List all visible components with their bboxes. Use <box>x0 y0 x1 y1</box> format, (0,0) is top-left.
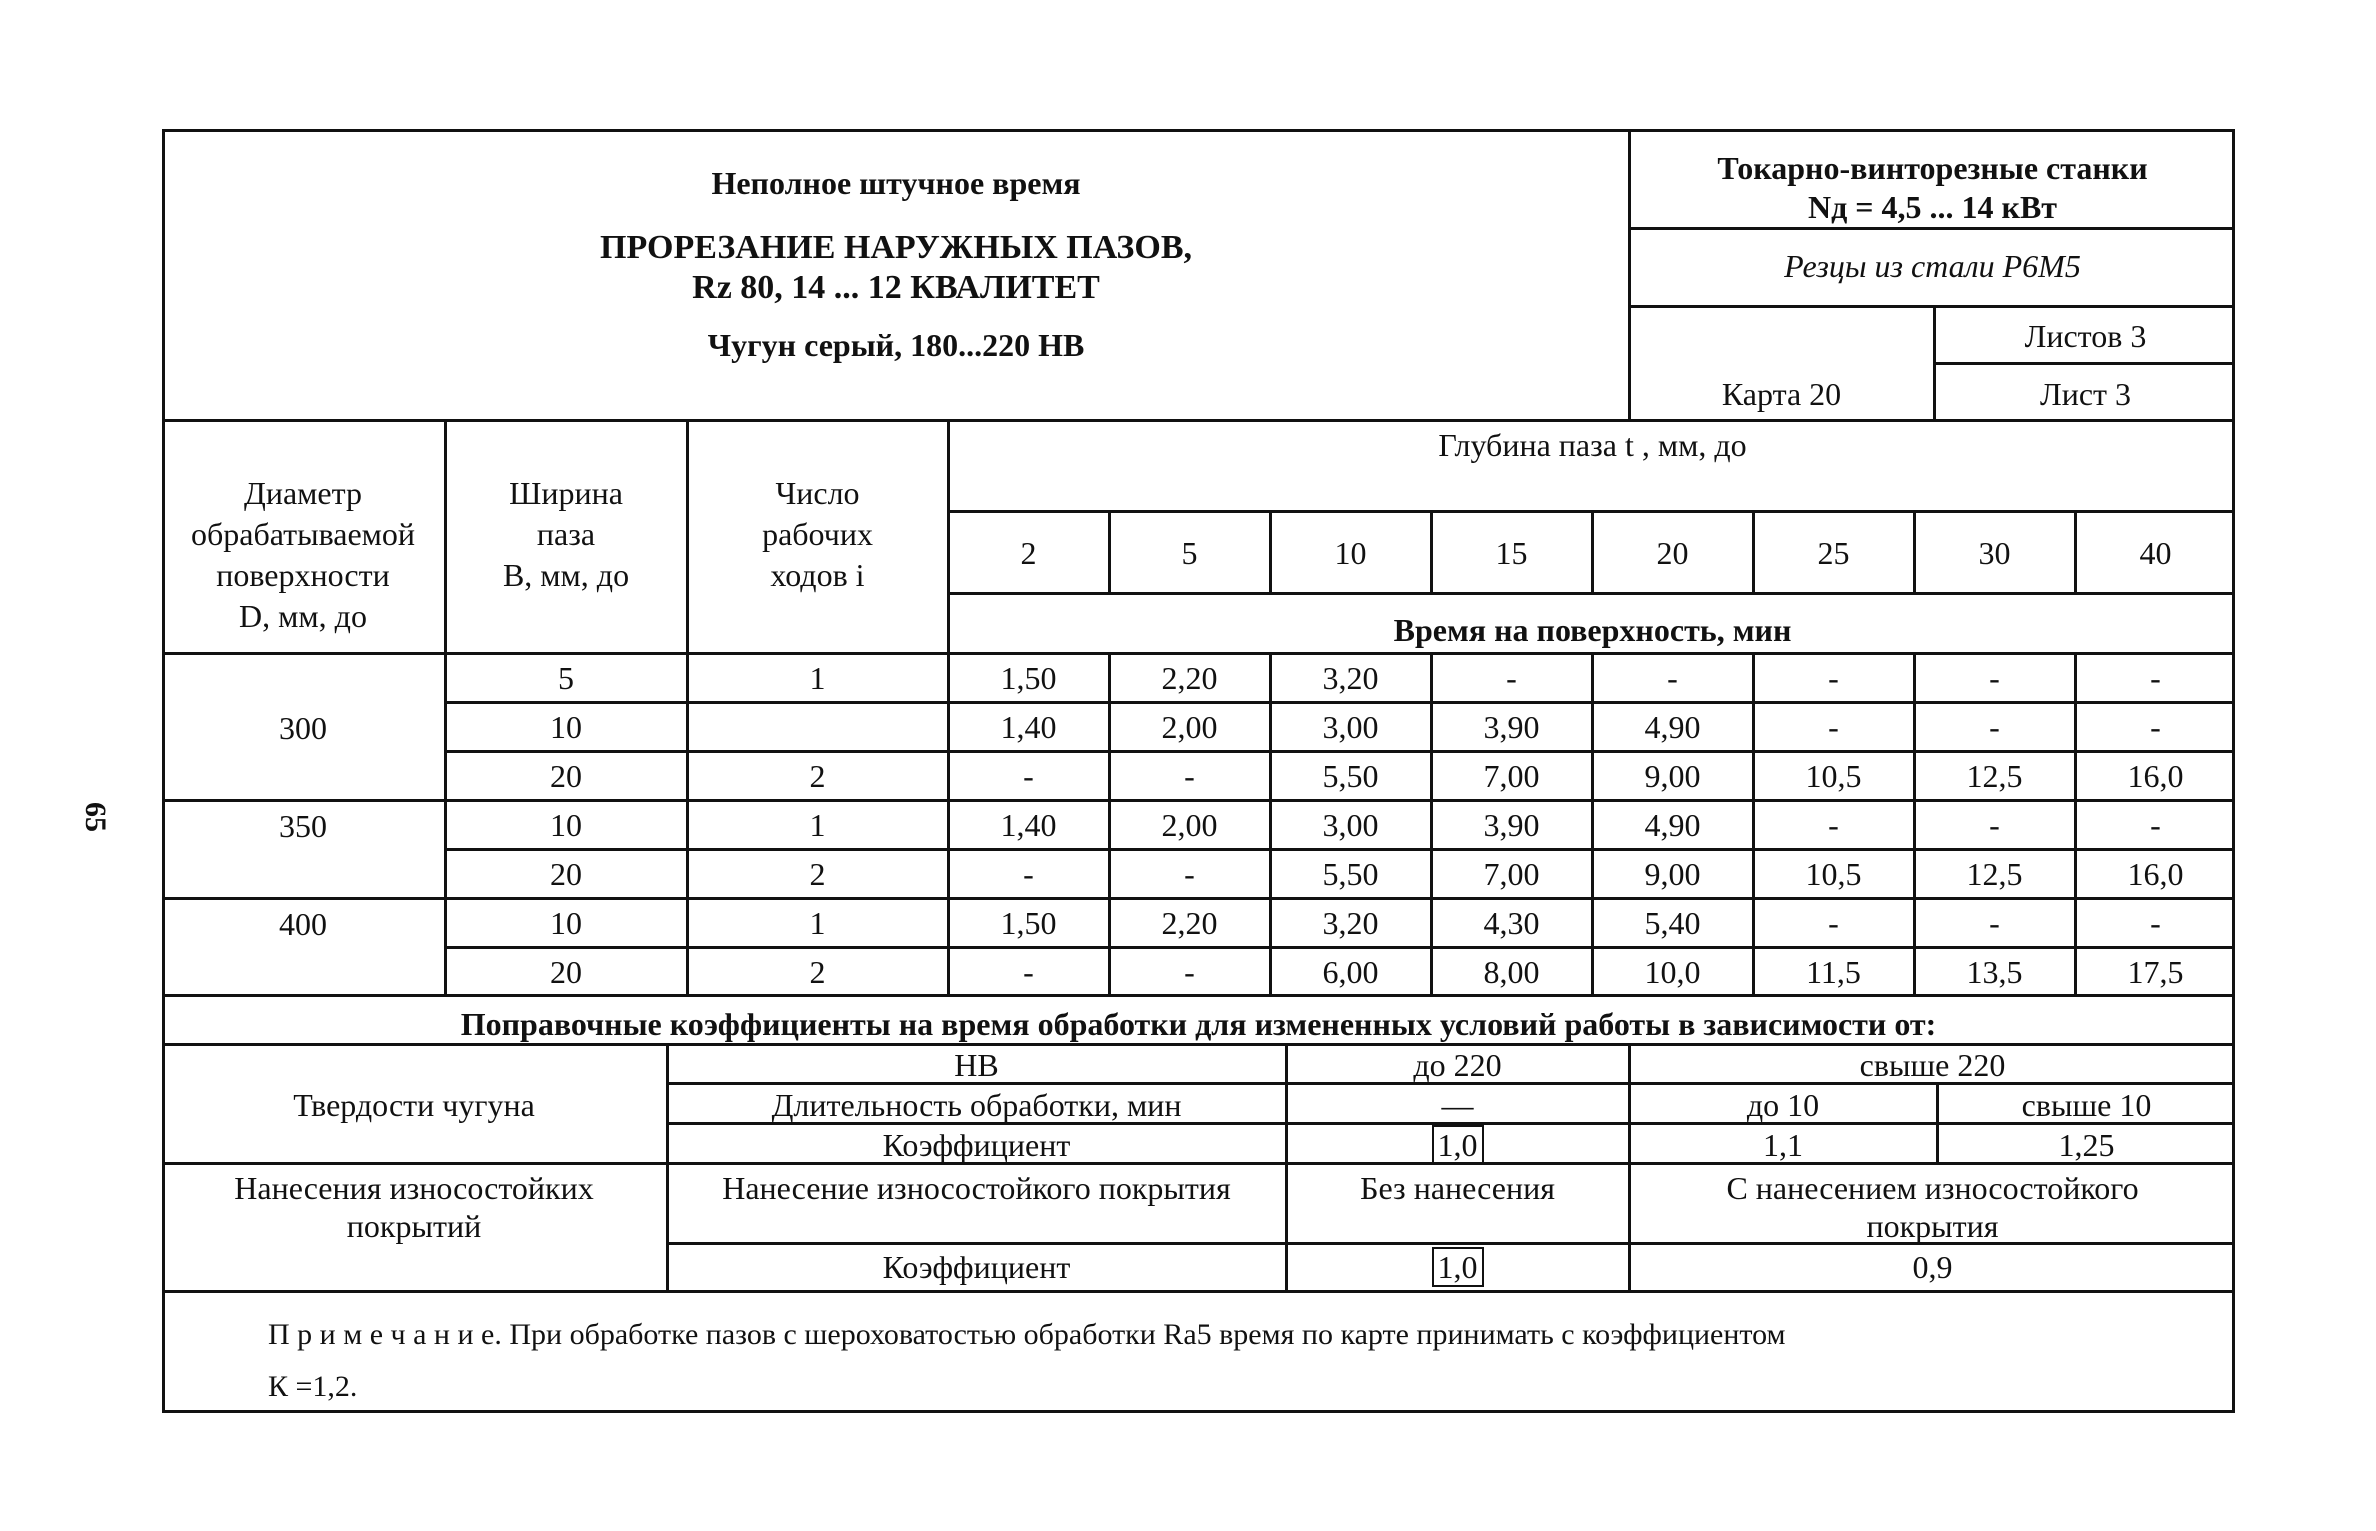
time-value: - <box>1184 954 1195 990</box>
rule <box>162 994 2235 997</box>
depth-col-rule <box>1269 510 1272 595</box>
tools-label: Резцы из стали Р6М5 <box>1784 248 2081 284</box>
row-rule <box>444 946 2235 949</box>
time-value: - <box>1023 856 1034 892</box>
diameter-350: 350 <box>279 808 327 844</box>
time-value: 16,0 <box>2127 856 2184 892</box>
time-value: - <box>2150 905 2161 941</box>
row-width: 10 <box>550 905 582 941</box>
row-rule <box>444 848 2235 851</box>
time-value: - <box>2150 807 2161 843</box>
col-width-l3: B, мм, до <box>502 557 630 593</box>
depth-value: 15 <box>1495 535 1528 571</box>
rule <box>1628 305 2235 308</box>
header-title-line1: ПРОРЕЗАНИЕ НАРУЖНЫХ ПАЗОВ, <box>600 229 1192 266</box>
row-width: 10 <box>550 709 582 745</box>
time-value: 3,00 <box>1322 709 1379 745</box>
depth-value: 5 <box>1181 535 1198 571</box>
time-value: 12,5 <box>1966 758 2023 794</box>
row-passes: 1 <box>809 660 826 696</box>
row-passes: 1 <box>809 905 826 941</box>
note-text: При обработке пазов с шероховатостью обработки Ra5 время по карте принимать с коэффициентом <box>501 1318 1786 1351</box>
row-passes: 2 <box>809 954 826 990</box>
machine-line1: Токарно-винторезные станки <box>1717 150 2148 186</box>
col-diameter-l3: поверхности <box>216 557 390 593</box>
duration-dash: — <box>1441 1087 1474 1123</box>
depth-value: 20 <box>1656 535 1689 571</box>
row-passes: 2 <box>809 856 826 892</box>
time-value: 1,50 <box>1000 905 1057 941</box>
time-value: 4,90 <box>1644 807 1701 843</box>
card-number: Карта 20 <box>1721 376 1842 412</box>
time-value: 9,00 <box>1644 758 1701 794</box>
time-value: 1,40 <box>1000 807 1057 843</box>
depth-col-rule <box>1108 510 1111 595</box>
coating-label-2: покрытий <box>346 1208 482 1244</box>
rule <box>162 1043 2235 1046</box>
coef-value-2: 1,1 <box>1763 1127 1803 1163</box>
sheet-number: Лист 3 <box>2039 376 2131 412</box>
time-value: - <box>1989 709 2000 745</box>
time-value: 3,20 <box>1322 660 1379 696</box>
time-value: - <box>1828 807 1839 843</box>
depth-col-rule <box>1752 510 1755 595</box>
rule <box>1628 227 2235 230</box>
col-passes-l3: ходов i <box>770 557 865 593</box>
coating-label-1: Нанесения износостойких <box>234 1170 594 1206</box>
coating-with-1: С нанесением износостойкого <box>1726 1170 2139 1206</box>
note-line2: К =1,2. <box>268 1370 358 1403</box>
time-value: - <box>1667 660 1678 696</box>
time-value: - <box>1184 758 1195 794</box>
depth-value: 10 <box>1334 535 1367 571</box>
header-title-line2: Rz 80, 14 ... 12 КВАЛИТЕТ <box>692 269 1100 306</box>
time-value: 7,00 <box>1483 856 1540 892</box>
time-value: - <box>1989 807 2000 843</box>
time-value: 10,5 <box>1805 758 1862 794</box>
col-diameter-l2: обрабатываемой <box>190 516 416 552</box>
machine-line2: Nд = 4,5 ... 14 кВт <box>1807 189 2058 225</box>
col-diameter-l4: D, мм, до <box>239 598 367 634</box>
col-width-l2: паза <box>536 516 596 552</box>
time-value: 6,00 <box>1322 954 1379 990</box>
row-passes: 1 <box>809 807 826 843</box>
time-value: 7,00 <box>1483 758 1540 794</box>
time-value: 2,00 <box>1161 709 1218 745</box>
row-passes: 2 <box>809 758 826 794</box>
time-value: 17,5 <box>2127 954 2184 990</box>
diameter-400: 400 <box>279 906 327 942</box>
header-material: Чугун серый, 180...220 НВ <box>707 327 1085 363</box>
time-value: 9,00 <box>1644 856 1701 892</box>
time-value: 2,00 <box>1161 807 1218 843</box>
depth-value: 40 <box>2139 535 2172 571</box>
time-value: 2,20 <box>1161 660 1218 696</box>
depth-col-rule <box>1430 510 1433 595</box>
col-passes-l1: Число <box>775 475 860 511</box>
depth-value: 2 <box>1020 535 1037 571</box>
depth-header: Глубина паза t , мм, до <box>1438 427 1747 463</box>
coating-coef-1: 1,0 <box>1432 1247 1484 1287</box>
rule <box>162 652 2235 655</box>
header-bottom-rule <box>162 419 2235 422</box>
depth-col-rule <box>2074 510 2077 595</box>
note-label: П р и м е ч а н и е. <box>268 1318 502 1351</box>
time-value: - <box>2150 660 2161 696</box>
time-value: 3,00 <box>1322 807 1379 843</box>
duration-label: Длительность обработки, мин <box>771 1087 1182 1123</box>
coef-label: Коэффициент <box>882 1127 1071 1163</box>
row-rule <box>162 897 2235 900</box>
coef-cell-1 <box>1287 1127 1628 1164</box>
time-value: 10,0 <box>1644 954 1701 990</box>
time-value: - <box>1184 856 1195 892</box>
time-value: 1,50 <box>1000 660 1057 696</box>
col-diameter-l1: Диаметр <box>244 475 362 511</box>
depth-value: 25 <box>1817 535 1850 571</box>
row-width: 20 <box>550 758 582 794</box>
note-line1 <box>268 1318 1786 1352</box>
coating-coef-label: Коэффициент <box>882 1249 1071 1285</box>
time-value: - <box>1989 905 2000 941</box>
row-rule <box>444 750 2235 753</box>
header-subtitle: Неполное штучное время <box>711 165 1081 201</box>
row-width: 20 <box>550 954 582 990</box>
diameter-300: 300 <box>279 710 327 746</box>
time-value: 13,5 <box>1966 954 2023 990</box>
time-value: 4,30 <box>1483 905 1540 941</box>
time-value: 5,50 <box>1322 856 1379 892</box>
time-value: - <box>1828 709 1839 745</box>
sheets-total: Листов 3 <box>2024 318 2147 354</box>
time-value: 10,5 <box>1805 856 1862 892</box>
row-width: 20 <box>550 856 582 892</box>
time-value: 1,40 <box>1000 709 1057 745</box>
time-value: - <box>1506 660 1517 696</box>
time-value: 3,90 <box>1483 807 1540 843</box>
coating-with-2: покрытия <box>1866 1208 1999 1244</box>
corrections-title: Поправочные коэффициенты на время обработки для измененных условий работы в зависимости от: <box>460 1006 1937 1042</box>
time-value: 3,20 <box>1322 905 1379 941</box>
depth-col-rule <box>1591 510 1594 595</box>
time-value: - <box>1989 660 2000 696</box>
page-number: 65 <box>79 802 112 832</box>
coating-none: Без нанесения <box>1360 1170 1555 1206</box>
depth-col-rule <box>1913 510 1916 595</box>
rule <box>162 1290 2235 1293</box>
time-value: 8,00 <box>1483 954 1540 990</box>
coef-value-3: 1,25 <box>2058 1127 2115 1163</box>
time-header: Время на поверхность, мин <box>1393 612 1792 648</box>
time-value: 12,5 <box>1966 856 2023 892</box>
coef-value-1: 1,0 <box>1432 1125 1484 1165</box>
time-value: - <box>2150 709 2161 745</box>
time-value: 2,20 <box>1161 905 1218 941</box>
time-value: 3,90 <box>1483 709 1540 745</box>
time-value: 16,0 <box>2127 758 2184 794</box>
rule <box>1933 362 2235 365</box>
row-width: 10 <box>550 807 582 843</box>
coating-param: Нанесение износостойкого покрытия <box>722 1170 1231 1206</box>
hb-low: до 220 <box>1413 1047 1502 1083</box>
coating-coef-cell-1 <box>1287 1249 1628 1286</box>
depth-value: 30 <box>1978 535 2011 571</box>
time-value: - <box>1023 954 1034 990</box>
row-rule <box>162 799 2235 802</box>
time-value: - <box>1828 905 1839 941</box>
duration-low: до 10 <box>1746 1087 1820 1123</box>
hb-label: НВ <box>954 1047 999 1083</box>
row-width: 5 <box>558 660 574 696</box>
col-passes-l2: рабочих <box>762 516 873 552</box>
time-value: 4,90 <box>1644 709 1701 745</box>
time-value: 5,40 <box>1644 905 1701 941</box>
time-value: 11,5 <box>1806 954 1861 990</box>
time-value: - <box>1828 660 1839 696</box>
coating-coef-2: 0,9 <box>1912 1249 1953 1285</box>
row-rule <box>444 701 2235 704</box>
time-value: 5,50 <box>1322 758 1379 794</box>
col-width-l1: Ширина <box>509 475 623 511</box>
hb-high: свыше 220 <box>1859 1047 2006 1083</box>
duration-high: свыше 10 <box>2021 1087 2152 1123</box>
time-value: - <box>1023 758 1034 794</box>
hardness-label: Твердости чугуна <box>293 1087 535 1123</box>
